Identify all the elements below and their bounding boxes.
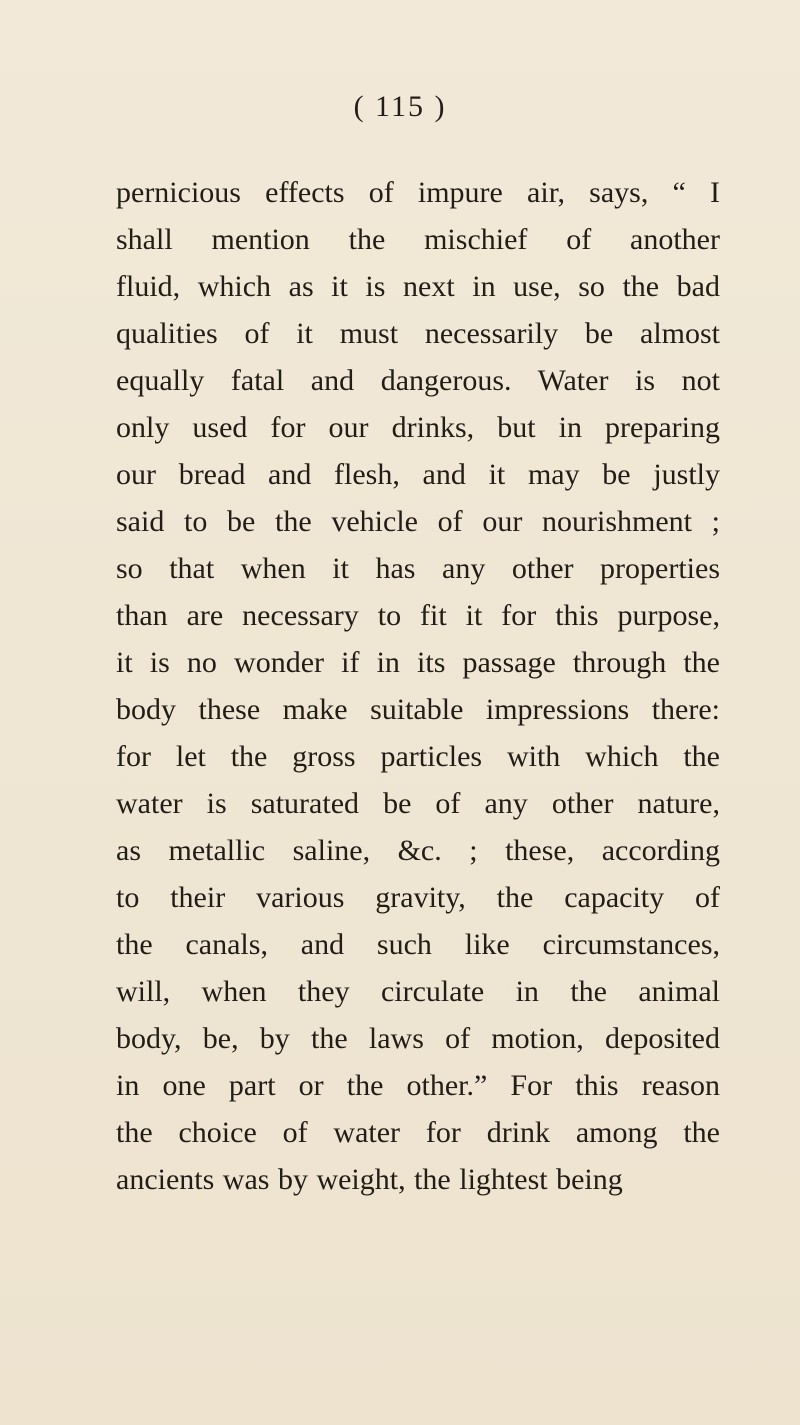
text-line: it is no wonder if in its passage through the <box>116 646 720 679</box>
text-line: the canals, and such like circumstances, <box>116 928 720 961</box>
text-line: than are necessary to fit it for this purpose, <box>116 599 720 632</box>
text-line: to their various gravity, the capacity of <box>116 881 720 914</box>
text-line: said to be the vehicle of our nourishment ; <box>116 505 720 538</box>
text-line: water is saturated be of any other nature, <box>116 787 720 820</box>
text-line: for let the gross particles with which the <box>116 740 720 773</box>
text-line: equally fatal and dangerous. Water is not <box>116 364 720 397</box>
text-line: our bread and flesh, and it may be justly <box>116 458 720 491</box>
text-line: will, when they circulate in the animal <box>116 975 720 1008</box>
text-line: in one part or the other.” For this reason <box>116 1069 720 1102</box>
text-line: pernicious effects of impure air, says, “ I <box>116 176 720 209</box>
text-line: shall mention the mischief of another <box>116 223 720 256</box>
text-line: body, be, by the laws of motion, deposited <box>116 1022 720 1055</box>
text-line: so that when it has any other properties <box>116 552 720 585</box>
page-number: ( 115 ) <box>353 90 447 123</box>
text-line: only used for our drinks, but in preparing <box>116 411 720 444</box>
text-line: fluid, which as it is next in use, so the bad <box>116 270 720 303</box>
body-text <box>116 169 720 1203</box>
text-line: the choice of water for drink among the <box>116 1116 720 1149</box>
text-line: as metallic saline, &c. ; these, according <box>116 834 720 867</box>
text-line: body these make suitable impressions there: <box>116 693 720 726</box>
text-line: qualities of it must necessarily be almost <box>116 317 720 350</box>
text-line: ancients was by weight, the lightest being <box>116 1163 623 1196</box>
